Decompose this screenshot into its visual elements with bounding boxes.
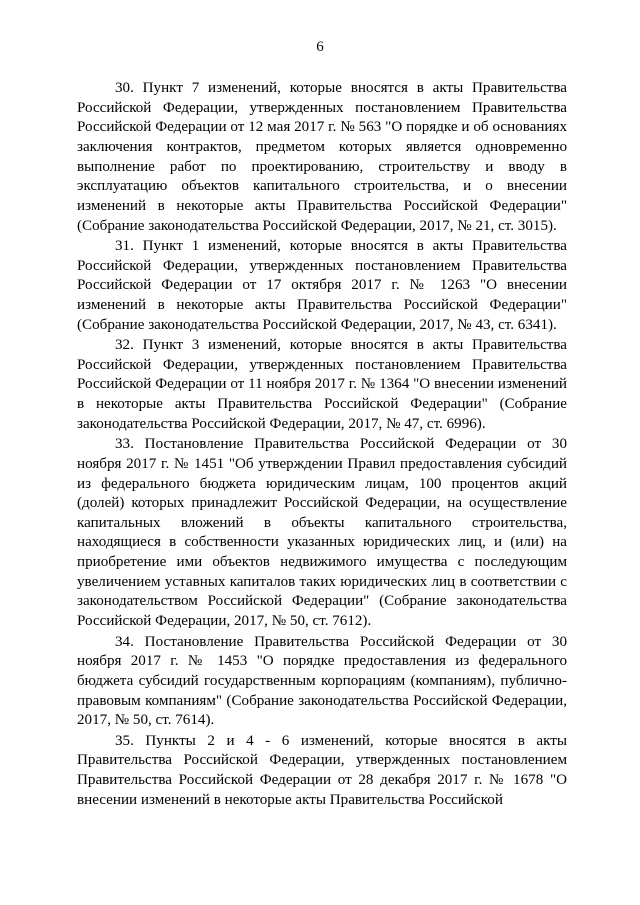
paragraph-31: 31. Пункт 1 изменений, которые вносятся в акты Правительства Российской Федерации, утвержденных постановлением Правительства Российской Федерации от 17 октября 2017 г. № 1263 "О внесении изменений в некоторые акты Правительства Российской Федерации" (Собрание законодательства Российской Федерации, 2017, № 43, ст. 6341).: [77, 238, 567, 333]
paragraph-32: 32. Пункт 3 изменений, которые вносятся в акты Правительства Российской Федерации, утвержденных постановлением Правительства Российской Федерации от 11 ноября 2017 г. № 1364 "О внесении изменений в некоторые акты Правительства Российской Федерации" (Собрание законодательства Российской Федерации, 2017, № 47, ст. 6996).: [77, 337, 567, 432]
page-number: 6: [316, 39, 324, 55]
paragraph-30: 30. Пункт 7 изменений, которые вносятся в акты Правительства Российской Федерации, утвержденных постановлением Правительства Российской Федерации от 12 мая 2017 г. № 563 "О порядке и об основаниях заключения контрактов, предметом которых является одновременно выполнение работ по проектированию, строительству и вводу в эксплуатацию объектов капитального строительства, и о внесении изменений в некоторые акты Правительства Российской Федерации" (Собрание законодательства Российской Федерации, 2017, № 21, ст. 3015).: [77, 80, 567, 234]
paragraph-35: 35. Пункты 2 и 4 - 6 изменений, которые вносятся в акты Правительства Российской Федерации, утвержденных постановлением Правительства Российской Федерации от 28 декабря 2017 г. № 1678 "О внесении изменений в некоторые акты Правительства Российской: [77, 732, 567, 808]
document-body: [77, 79, 567, 810]
paragraph-33: 33. Постановление Правительства Российской Федерации от 30 ноября 2017 г. № 1451 "Об утверждении Правил предоставления субсидий из федерального бюджета юридическим лицам, 100 процентов акций (долей) которых принадлежит Российской Федерации, на осуществление капитальных вложений в объекты капитального строительства, находящиеся в собственности указанных юридических лиц, и (или) на приобретение ими объектов недвижимого имущества с последующим увеличением уставных капиталов таких юридических лиц в соответствии с законодательством Российской Федерации" (Собрание законодательства Российской Федерации, 2017, № 50, ст. 7612).: [77, 436, 567, 630]
paragraph-34: 34. Постановление Правительства Российской Федерации от 30 ноября 2017 г. № 1453 "О порядке предоставления из федерального бюджета субсидий государственным корпорациям (компаниям), публично-правовым компаниям" (Собрание законодательства Российской Федерации, 2017, № 50, ст. 7614).: [77, 633, 567, 729]
